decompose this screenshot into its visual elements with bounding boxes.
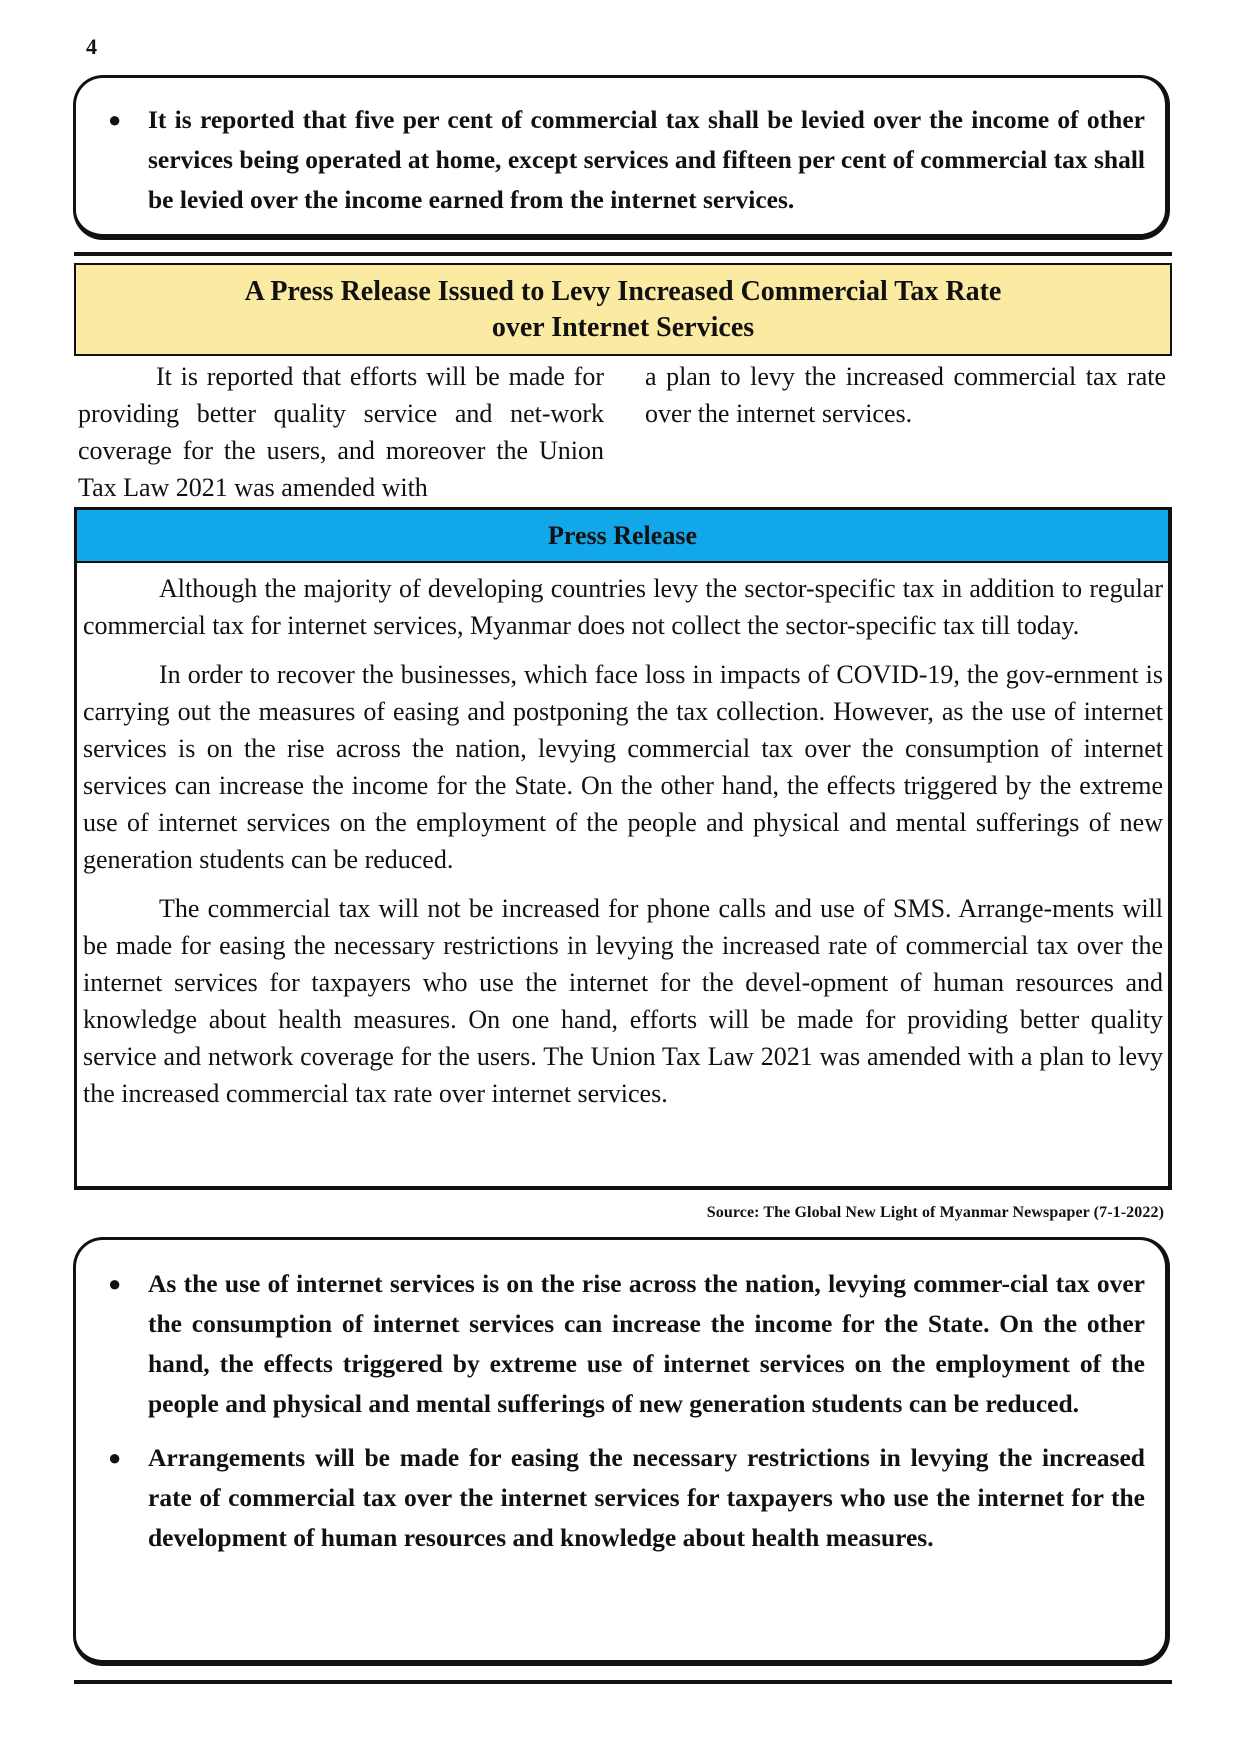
page-number: 4 <box>86 34 97 59</box>
press-paragraph: In order to recover the businesses, which face loss in impacts of COVID-19, the gov-ernment is carrying out the measures of easing and postponing the tax collection. However, as the use of internet services is on the rise across the nation, levying commercial tax over the consumption of internet services can increase the income for the State. On the other hand, the effects triggered by the extreme use of internet services on the employment of the people and physical and mental sufferings of new generation students can be reduced. <box>83 660 1163 874</box>
source-citation: Source: The Global New Light of Myanmar Newspaper (7-1-2022) <box>706 1204 1164 1221</box>
headline-line-2: over Internet Services <box>491 311 755 343</box>
press-release-title: Press Release <box>77 510 1168 563</box>
bullet-list <box>106 1264 1145 1558</box>
bullet-item <box>106 1264 1145 1424</box>
divider-rule <box>74 1680 1172 1684</box>
divider-rule <box>74 252 1172 256</box>
bullet-icon: ● <box>108 1445 122 1470</box>
intro-right-column: a plan to levy the increased commercial tax rate over the internet services. <box>645 362 1166 428</box>
intro-columns <box>78 358 1166 504</box>
bullet-icon: ● <box>108 1271 122 1296</box>
summary-box-bottom <box>73 1237 1170 1666</box>
headline-line-1: A Press Release Issued to Levy Increased Commercial Tax Rate <box>244 275 1002 307</box>
bullet-text: As the use of internet services is on the rise across the nation, levying commer-cial tax over the consumption of internet services can increase the income for the State. On the other hand, the effects triggered by extreme use of internet services on the employment of the people and physical and mental sufferings of new generation students can be reduced. <box>148 1269 1145 1418</box>
bullet-icon: ● <box>108 107 122 132</box>
summary-box-top <box>73 75 1170 240</box>
article-headline <box>74 263 1172 356</box>
bullet-text: It is reported that five per cent of commercial tax shall be levied over the income of other services being operated at home, except services and fifteen per cent of commercial tax shall be levied over the income earned from the internet services. <box>148 105 1145 214</box>
press-paragraph: Although the majority of developing countries levy the sector-specific tax in addition to regular commercial tax for internet services, Myanmar does not collect the sector-specific tax till today. <box>83 574 1163 640</box>
intro-left-column: It is reported that efforts will be made for providing better quality service and net-work coverage for the users, and moreover the Union Tax Law 2021 was amended with <box>78 362 604 502</box>
press-release-body <box>77 563 1168 1112</box>
bullet-text: Arrangements will be made for easing the necessary restrictions in levying the increased rate of commercial tax over the internet services for taxpayers who use the internet for the development of human resources and knowledge about health measures. <box>148 1443 1145 1552</box>
press-release-box <box>74 507 1172 1190</box>
bullet-item <box>106 1438 1145 1558</box>
press-paragraph: The commercial tax will not be increased for phone calls and use of SMS. Arrange-ments will be made for easing the necessary restrictions in levying the increased rate of commercial tax over the internet services for taxpayers who use the internet for the devel-opment of human resources and knowledge about health measures. On one hand, efforts will be made for providing better quality service and network coverage for the users. The Union Tax Law 2021 was amended with a plan to levy the increased commercial tax rate over internet services. <box>83 894 1163 1108</box>
bullet-list <box>106 100 1145 220</box>
bullet-item <box>106 100 1145 220</box>
